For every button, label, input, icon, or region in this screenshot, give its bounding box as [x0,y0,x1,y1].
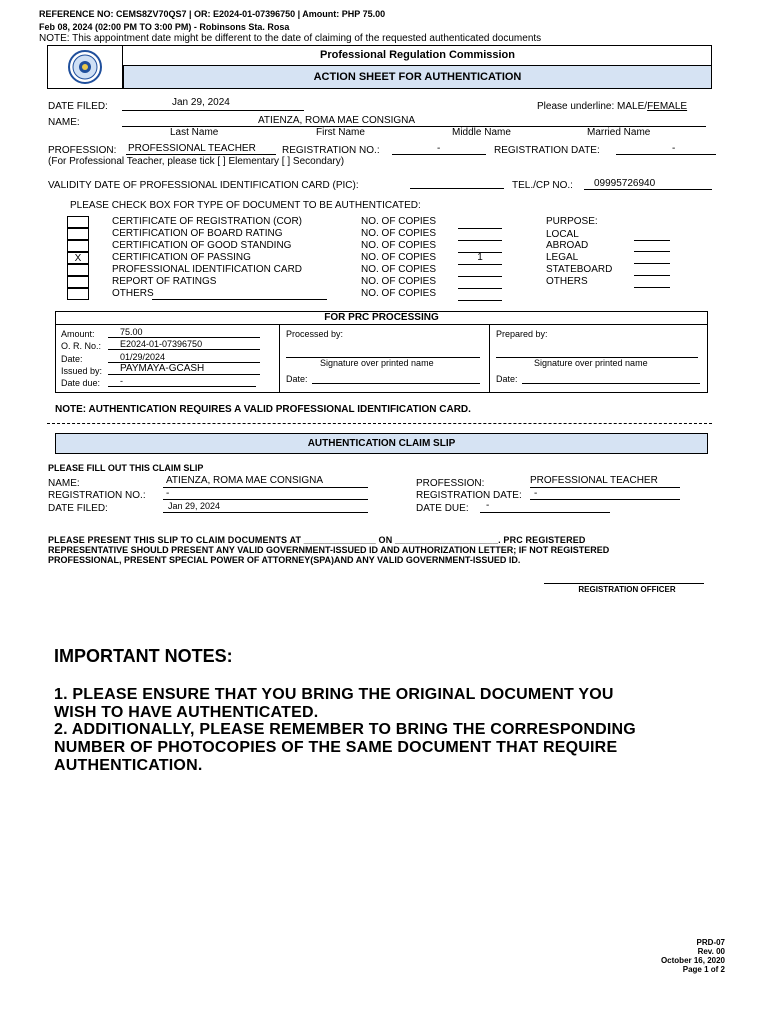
claim-reg-date[interactable]: - [534,488,538,499]
claim-profession-label: PROFESSION: [416,478,485,489]
tel-label: TEL./CP NO.: [512,180,573,191]
purpose-local[interactable]: LOCAL [546,229,579,240]
doc-checkbox[interactable] [67,288,89,300]
claim-date-filed-label: DATE FILED: [48,503,108,514]
reg-date-label: REGISTRATION DATE: [494,145,600,156]
note-2-line-3: AUTHENTICATION. [54,757,203,774]
registration-officer-label: REGISTRATION OFFICER [578,585,676,594]
purpose-stateboard[interactable]: STATEBOARD [546,264,613,275]
claim-date-due[interactable]: - [486,500,490,511]
copies-label: NO. OF COPIES [361,216,437,227]
claim-reg-date-label: REGISTRATION DATE: [416,490,522,501]
reg-no-label: REGISTRATION NO.: [282,145,380,156]
officer-signature-line [544,583,704,584]
doc-checkbox[interactable] [67,216,89,228]
gender-prompt: Please underline: MALE/FEMALE [537,101,688,112]
note-2-line-1: 2. ADDITIONALLY, PLEASE REMEMBER TO BRING THE CORRESPONDING [54,721,636,738]
proc-date-label: Date: [61,354,83,364]
doc-checkbox[interactable] [67,264,89,276]
copies-label: NO. OF COPIES [361,228,437,239]
doc-name: CERTIFICATE OF REGISTRATION (COR) [112,216,302,227]
form-rev: Rev. 00 [697,947,725,956]
copies-value[interactable]: 1 [477,252,483,263]
claim-instruction: PLEASE FILL OUT THIS CLAIM SLIP [48,463,204,473]
reference-line: REFERENCE NO: CEMS8ZV70QS7 | OR: E2024-01-07396750 | Amount: PHP 75.00 [39,9,386,19]
claim-reg-no-label: REGISTRATION NO.: [48,490,146,501]
copies-label: NO. OF COPIES [361,252,437,263]
prc-processing-title: FOR PRC PROCESSING [324,312,439,323]
note-2-line-2: NUMBER OF PHOTOCOPIES OF THE SAME DOCUMENT THAT REQUIRE [54,739,618,756]
important-notes-title: IMPORTANT NOTES: [54,646,233,666]
checkbox-instruction: PLEASE CHECK BOX FOR TYPE OF DOCUMENT TO BE AUTHENTICATED: [70,200,421,211]
proc-due-label: Date due: [61,378,101,388]
last-name-caption: Last Name [170,127,219,138]
proc-due[interactable]: - [120,376,123,386]
reg-no-value[interactable]: - [437,143,441,154]
proc-amount[interactable]: 75.00 [120,327,143,337]
middle-name-caption: Middle Name [452,127,511,138]
pic-validity-label: VALIDITY DATE OF PROFESSIONAL IDENTIFICATION CARD (PIC): [48,180,359,191]
doc-checkbox[interactable] [67,228,89,240]
doc-name: REPORT OF RATINGS [112,276,217,287]
proc-or-label: O. R. No.: [61,341,102,351]
prc-seal [48,46,123,88]
note-1-line-2: WISH TO HAVE AUTHENTICATED. [54,704,319,721]
name-label: NAME: [48,117,80,128]
date-filed-value[interactable]: Jan 29, 2024 [172,97,230,108]
purpose-label: PURPOSE: [546,216,598,227]
claim-present-line-3: PROFESSIONAL, PRESENT SPECIAL POWER OF ATTORNEY(SPA)AND ANY VALID GOVERNMENT-ISSUED ID. [48,555,521,565]
processed-date-label: Date: [286,374,308,384]
doc-name: PROFESSIONAL IDENTIFICATION CARD [112,264,303,275]
tel-value[interactable]: 09995726940 [594,178,656,189]
copies-label: NO. OF COPIES [361,288,437,299]
reg-date-value[interactable]: - [672,143,676,154]
prepared-by-label: Prepared by: [496,329,548,339]
doc-checkbox[interactable] [67,240,89,252]
doc-checkbox[interactable]: X [67,252,89,264]
gender-selected[interactable]: FEMALE [647,101,688,112]
copies-label: NO. OF COPIES [361,240,437,251]
doc-name: CERTIFICATION OF PASSING [112,252,251,263]
claim-name[interactable]: ATIENZA, ROMA MAE CONSIGNA [166,475,324,486]
processed-by-label: Processed by: [286,329,344,339]
agency-name: Professional Regulation Commission [320,49,515,61]
form-code: PRD-07 [696,938,725,947]
purpose-legal[interactable]: LEGAL [546,252,579,263]
date-filed-label: DATE FILED: [48,101,108,112]
schedule-line: Feb 08, 2024 (02:00 PM TO 3:00 PM) - Robinsons Sta. Rosa [39,22,290,32]
proc-issued-label: Issued by: [61,366,103,376]
prc-seal-icon [48,46,122,88]
doc-name: CERTIFICATION OF BOARD RATING [112,228,283,239]
form-date: October 16, 2020 [660,956,725,965]
copies-label: NO. OF COPIES [361,276,437,287]
teacher-level-note: (For Professional Teacher, please tick [ ] Elementary [ ] Secondary) [48,156,345,167]
claim-reg-no[interactable]: - [166,488,170,499]
processed-sig-caption: Signature over printed name [320,358,434,368]
claim-slip-title: AUTHENTICATION CLAIM SLIP [55,433,708,454]
form-title: ACTION SHEET FOR AUTHENTICATION [123,65,712,89]
purpose-abroad[interactable]: ABROAD [546,240,589,251]
claim-date-due-label: DATE DUE: [416,503,469,514]
authentication-note: NOTE: AUTHENTICATION REQUIRES A VALID PROFESSIONAL IDENTIFICATION CARD. [55,404,471,415]
proc-or-no[interactable]: E2024-01-07396750 [120,339,203,349]
profession-label: PROFESSION: [48,145,117,156]
prepared-date-label: Date: [496,374,518,384]
proc-issued-by[interactable]: PAYMAYA-GCASH [120,363,205,374]
note-1-line-1: 1. PLEASE ENSURE THAT YOU BRING THE ORIGINAL DOCUMENT YOU [54,686,614,703]
purpose-others[interactable]: OTHERS [546,276,588,287]
claim-name-label: NAME: [48,478,80,489]
first-name-caption: First Name [316,127,365,138]
proc-amount-label: Amount: [61,329,95,339]
claim-date-filed[interactable]: Jan 29, 2024 [168,501,221,511]
cut-line [47,423,712,424]
doc-name: CERTIFICATION OF GOOD STANDING [112,240,292,251]
claim-profession[interactable]: PROFESSIONAL TEACHER [530,475,658,486]
profession-value[interactable]: PROFESSIONAL TEACHER [128,143,256,154]
claim-present-line-2: REPRESENTATIVE SHOULD PRESENT ANY VALID GOVERNMENT-ISSUED ID AND AUTHORIZATION LETTER; IF NOT REGISTERED [48,545,610,555]
married-name-caption: Married Name [587,127,651,138]
copies-label: NO. OF COPIES [361,264,437,275]
proc-date[interactable]: 01/29/2024 [120,352,166,362]
form-footer [661,938,725,974]
page-number: Page 1 of 2 [682,965,725,974]
doc-checkbox[interactable] [67,276,89,288]
note-line: NOTE: This appointment date might be different to the date of claiming of the requested authenticated documents [39,33,542,44]
doc-name: OTHERS [112,288,154,299]
claim-present-line-1: PLEASE PRESENT THIS SLIP TO CLAIM DOCUMENTS AT ______________ ON ____________________. PRC REGISTERED [48,535,586,545]
name-value[interactable]: ATIENZA, ROMA MAE CONSIGNA [258,115,416,126]
prepared-sig-caption: Signature over printed name [534,358,648,368]
